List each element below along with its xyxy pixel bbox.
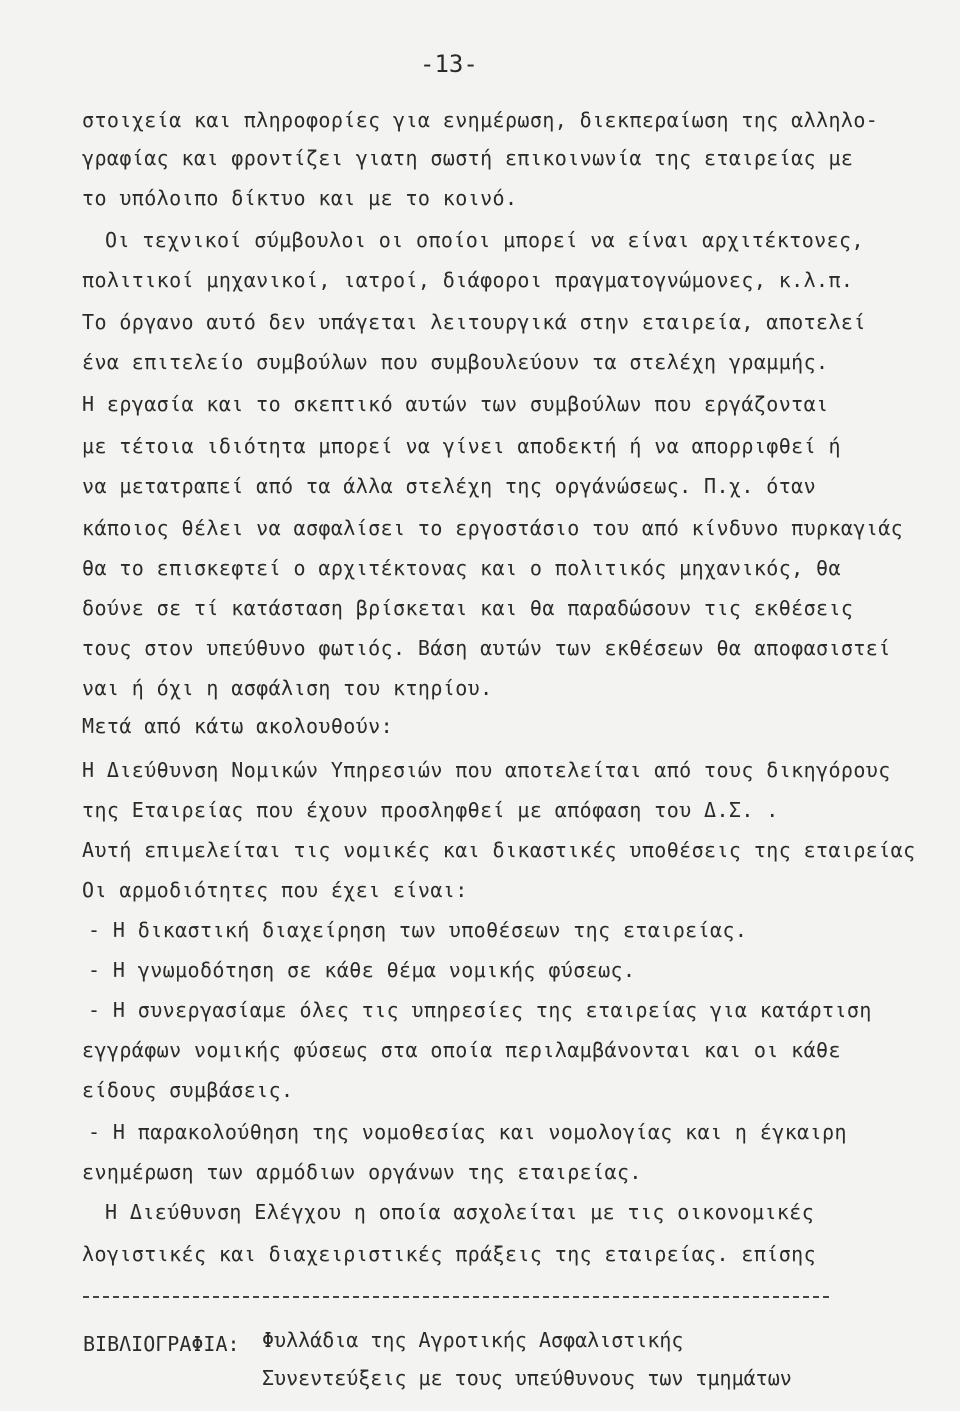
text-line: Η Διεύθυνση Ελέγχου η οποία ασχολείται με τις οικονομικές [105, 1200, 815, 1224]
text-line: ενημέρωση των αρμόδιων οργάνων της εταιρείας. [82, 1160, 642, 1184]
text-line: Η Διεύθυνση Νομικών Υπηρεσιών που αποτελείται από τους δικηγόρους [82, 758, 891, 782]
text-line: στοιχεία και πληροφορίες για ενημέρωση, διεκπεραίωση της αλληλο- [82, 108, 879, 132]
text-line: Οι τεχνικοί σύμβουλοι οι οποίοι μπορεί να είναι αρχιτέκτονες, [105, 228, 864, 252]
text-line: Το όργανο αυτό δεν υπάγεται λειτουργικά στην εταιρεία, αποτελεί [82, 310, 866, 334]
text-line: τους στον υπεύθυνο φωτιός. Βάση αυτών των εκθέσεων θα αποφασιστεί [82, 636, 891, 660]
text-line: λογιστικές και διαχειριστικές πράξεις της εταιρείας. επίσης [82, 1242, 817, 1266]
list-item: - Η συνεργασίαμε όλες τις υπηρεσίες της εταιρείας για κατάρτιση [88, 998, 872, 1022]
text-line: να μετατραπεί από τα άλλα στελέχη της οργάνώσεως. Π.χ. όταν [82, 474, 817, 498]
text-line: ένα επιτελείο συμβούλων που συμβουλεύουν τα στελέχη γραμμής. [82, 350, 829, 374]
bibliography-item: Συνεντεύξεις με τους υπεύθυνους των τμημάτων [262, 1366, 792, 1390]
list-item: - Η παρακολούθηση της νομοθεσίας και νομολογίας και η έγκαιρη [88, 1120, 847, 1144]
text-line: της Εταιρείας που έχουν προσληφθεί με απόφαση του Δ.Σ. . [82, 798, 779, 822]
text-line: ναι ή όχι η ασφάλιση του κτηρίου. [82, 676, 493, 700]
text-line: πολιτικοί μηχανικοί, ιατροί, διάφοροι πραγματογνώμονες, κ.λ.π. [82, 268, 854, 292]
list-item: - Η γνωμοδότηση σε κάθε θέμα νομικής φύσεως. [88, 958, 636, 982]
text-line: Οι αρμοδιότητες που έχει είναι: [82, 878, 468, 902]
text-line: θα το επισκεφτεί ο αρχιτέκτονας και ο πολιτικός μηχανικός, θα [82, 556, 841, 580]
text-line: είδους συμβάσεις. [82, 1078, 294, 1102]
text-line: Μετά από κάτω ακολουθούν: [82, 714, 394, 738]
bibliography-label: ΒΙΒΛΙΟΓΡΑΦΙΑ: [83, 1332, 240, 1356]
separator-line [83, 1296, 829, 1298]
page-number: -13- [420, 50, 478, 78]
bibliography-item: Φυλλάδια της Αγροτικής Ασφαλιστικής [262, 1328, 684, 1352]
text-line: εγγράφων νομικής φύσεως στα οποία περιλαμβάνονται και οι κάθε [82, 1038, 841, 1062]
text-line: με τέτοια ιδιότητα μπορεί να γίνει αποδεκτή ή να απορριφθεί ή [82, 434, 841, 458]
text-line: γραφίας και φροντίζει γιατη σωστή επικοινωνία της εταιρείας με [82, 146, 854, 170]
text-line: κάποιος θέλει να ασφαλίσει το εργοστάσιο του από κίνδυνο πυρκαγιάς [82, 516, 904, 540]
text-line: το υπόλοιπο δίκτυο και με το κοινό. [82, 186, 518, 210]
text-line: δούνε σε τί κατάσταση βρίσκεται και θα παραδώσουν τις εκθέσεις [82, 596, 854, 620]
text-line: Αυτή επιμελείται τις νομικές και δικαστικές υποθέσεις της εταιρείας [82, 838, 916, 862]
text-line: Η εργασία και το σκεπτικό αυτών των συμβούλων που εργάζονται [82, 392, 829, 416]
list-item: - Η δικαστική διαχείρηση των υποθέσεων της εταιρείας. [88, 918, 748, 942]
